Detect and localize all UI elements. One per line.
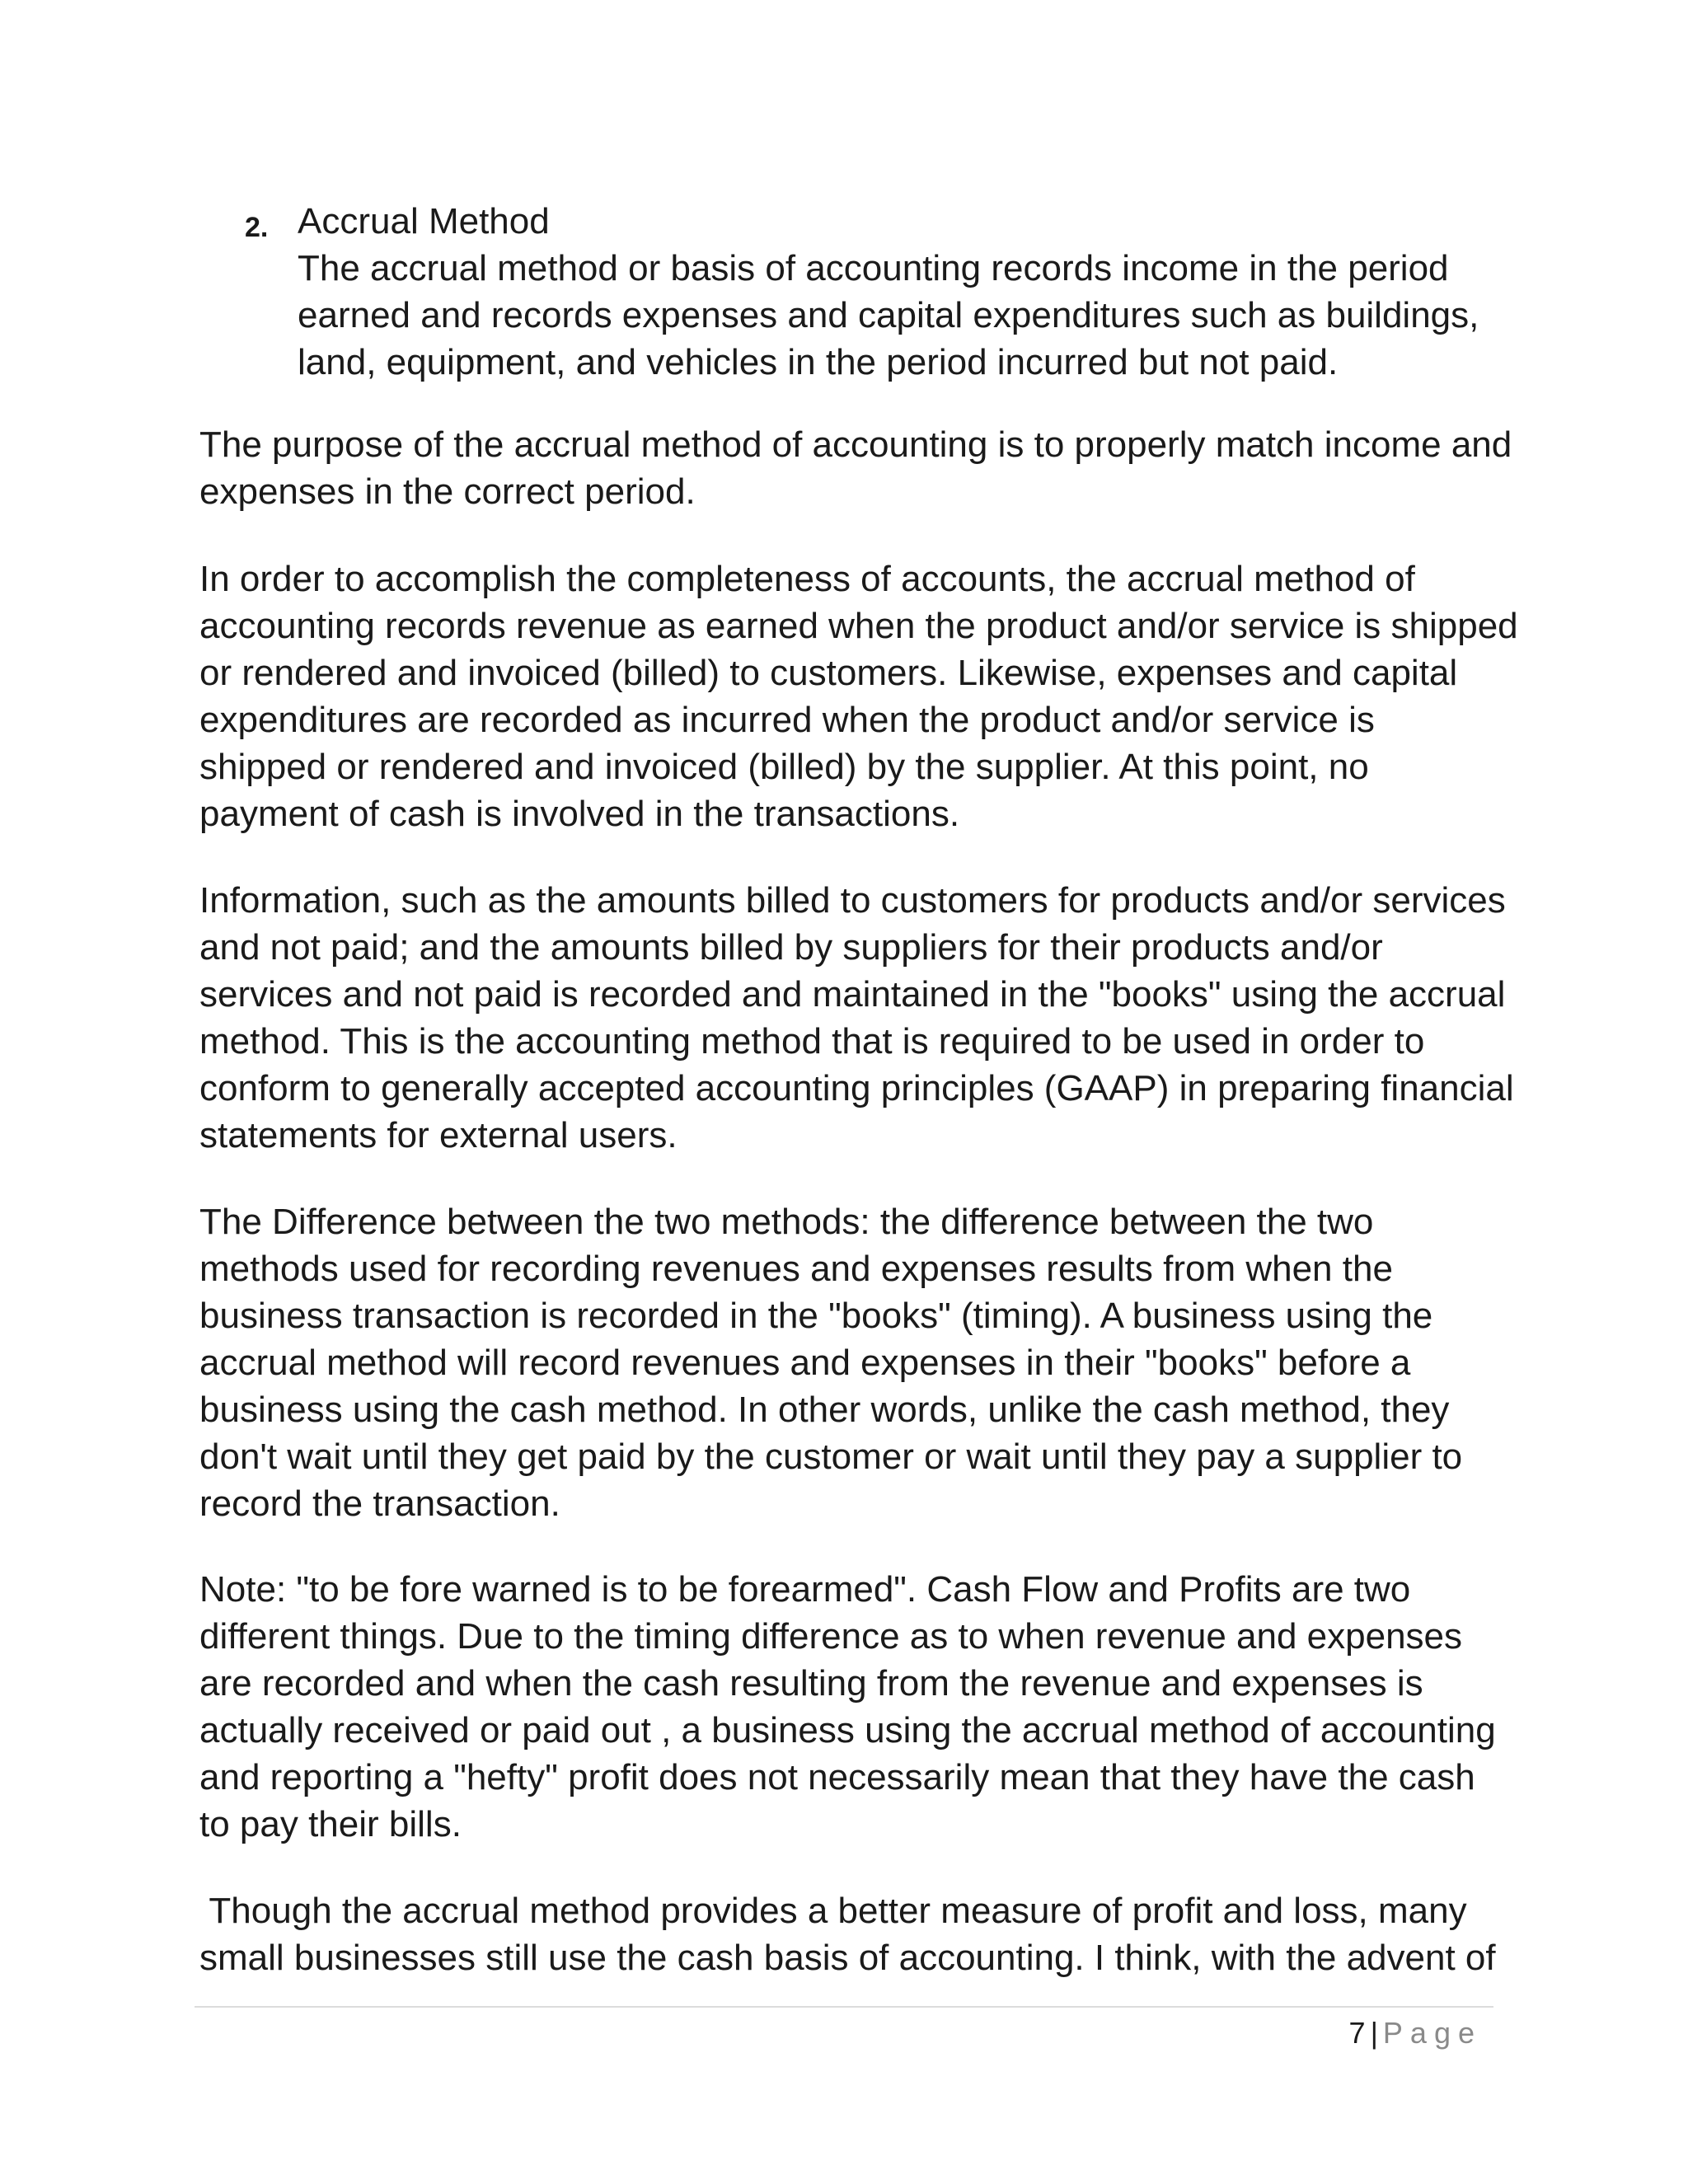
paragraph-though [199, 1887, 1535, 1981]
text-line: The Difference between the two methods: the difference between the two [199, 1202, 1374, 1242]
footer-divider [195, 2006, 1493, 2008]
text-line: payment of cash is involved in the transactions. [199, 794, 960, 834]
page-footer [1349, 2013, 1482, 2053]
text-line: earned and records expenses and capital expenditures such as buildings, [298, 295, 1479, 335]
text-line: statements for external users. [199, 1115, 678, 1155]
paragraph-difference [199, 1198, 1535, 1527]
text-line: Though the accrual method provides a better measure of profit and loss, many [199, 1891, 1467, 1931]
text-line: record the transaction. [199, 1483, 560, 1524]
paragraph-note [199, 1566, 1535, 1848]
text-line: actually received or paid out , a business using the accrual method of accounting [199, 1710, 1496, 1750]
page-label: Page [1382, 2016, 1482, 2050]
page-number: 7 [1348, 2016, 1366, 2050]
text-line: don't wait until they get paid by the customer or wait until they pay a supplier to [199, 1436, 1463, 1477]
text-line: Note: "to be fore warned is to be forearmed". Cash Flow and Profits are two [199, 1569, 1411, 1610]
text-line: Information, such as the amounts billed to customers for products and/or services [199, 880, 1506, 921]
text-line: and not paid; and the amounts billed by suppliers for their products and/or [199, 927, 1383, 968]
text-line: accrual method will record revenues and expenses in their "books" before a [199, 1343, 1411, 1383]
text-line: methods used for recording revenues and expenses results from when the [199, 1249, 1393, 1289]
text-line: land, equipment, and vehicles in the period incurred but not paid. [298, 342, 1339, 382]
list-item-title: Accrual Method [298, 201, 550, 241]
list-item-body [298, 198, 1534, 386]
text-line: The purpose of the accrual method of accounting is to properly match income and [199, 424, 1512, 465]
text-line: The accrual method or basis of accounting records income in the period [298, 248, 1449, 288]
text-line: business using the cash method. In other words, unlike the cash method, they [199, 1390, 1450, 1430]
text-line: different things. Due to the timing difference as to when revenue and expenses [199, 1616, 1463, 1657]
text-line: accounting records revenue as earned when the product and/or service is shipped [199, 606, 1518, 646]
text-line: method. This is the accounting method that is required to be used in order to [199, 1021, 1425, 1062]
paragraph-accrual-purpose [199, 421, 1535, 515]
text-line: services and not paid is recorded and maintained in the "books" using the accrual [199, 974, 1506, 1015]
text-line: to pay their bills. [199, 1804, 462, 1844]
text-line: conform to generally accepted accounting principles (GAAP) in preparing financial [199, 1068, 1514, 1108]
paragraph-completeness [199, 555, 1535, 837]
list-number: 2. [245, 212, 269, 243]
text-line: are recorded and when the cash resulting from the revenue and expenses is [199, 1663, 1423, 1704]
text-line: shipped or rendered and invoiced (billed) by the supplier. At this point, no [199, 747, 1369, 787]
text-line: expenditures are recorded as incurred when the product and/or service is [199, 700, 1375, 740]
paragraph-information [199, 877, 1535, 1159]
text-line: and reporting a "hefty" profit does not necessarily mean that they have the cash [199, 1757, 1475, 1797]
text-line: or rendered and invoiced (billed) to customers. Likewise, expenses and capital [199, 653, 1458, 693]
text-line: In order to accomplish the completeness of accounts, the accrual method of [199, 559, 1415, 599]
text-line: business transaction is recorded in the "books" (timing). A business using the [199, 1296, 1433, 1336]
text-line: expenses in the correct period. [199, 471, 696, 512]
text-line: small businesses still use the cash basis of accounting. I think, with the advent of [199, 1938, 1496, 1978]
page-separator: | [1370, 2016, 1378, 2050]
